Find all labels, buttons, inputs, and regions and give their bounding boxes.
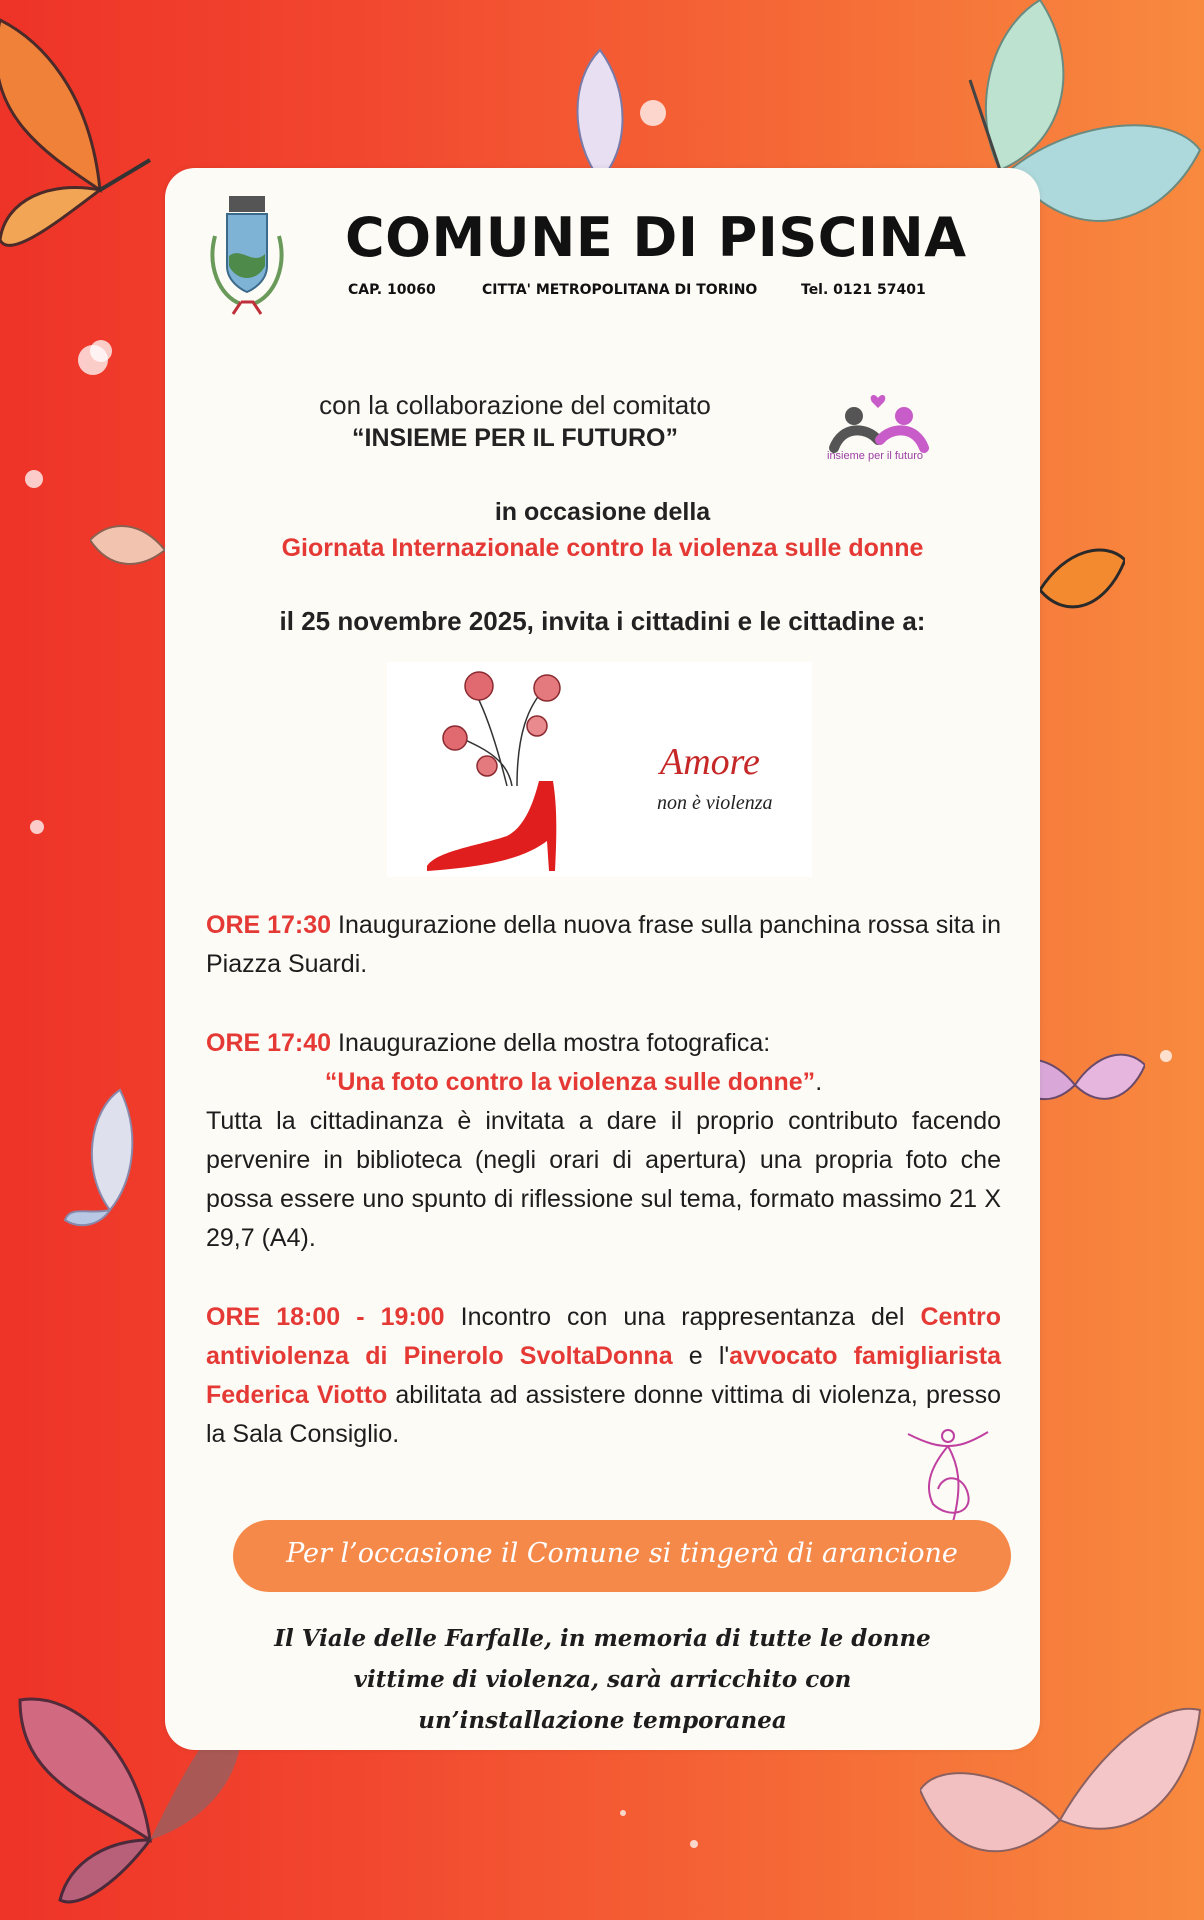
metro-city: CITTA' METROPOLITANA DI TORINO — [482, 282, 758, 298]
phone-number: Tel. 0121 57401 — [801, 282, 926, 298]
event-description: e l' — [672, 1342, 730, 1370]
artwork-box — [387, 662, 812, 877]
paint-speck — [620, 1810, 626, 1816]
red-shoe-flowers-icon — [417, 666, 587, 876]
exhibition-details: Tutta la cittadinanza è invitata a dare il proprio contributo facendo pervenire in biblioteca (negli orari di apertura) una propria foto che possa essere uno spunto di riflessione sul tema, formato massimo 21 X 29,7 (A4). — [206, 1107, 1001, 1252]
paint-speck — [25, 470, 43, 488]
closing-line: un’installazione temporanea — [418, 1707, 787, 1734]
event-description: Inaugurazione della mostra fotografica: — [331, 1029, 771, 1057]
event-time: ORE 18:00 - 19:00 — [206, 1303, 445, 1331]
committee-logo-icon — [820, 388, 940, 478]
paint-speck — [30, 820, 44, 834]
page-title: COMUNE DI PISCINA — [345, 206, 967, 269]
paint-speck — [78, 345, 108, 375]
occasion-intro: in occasione della — [494, 498, 711, 526]
artwork-subtitle: non è violenza — [657, 792, 773, 814]
closing-line: vittime di violenza, sarà arricchito con — [353, 1666, 852, 1693]
event-description: abilitata ad assistere donne vittima di violenza, presso la Sala Consiglio. — [206, 1381, 1001, 1448]
committee-name: “INSIEME PER IL FUTURO” — [352, 424, 678, 452]
event-description: Inaugurazione della nuova frase sulla panchina rossa sita in Piazza Suardi. — [206, 911, 1002, 978]
closing-line: Il Viale delle Farfalle, in memoria di tutte le donne — [274, 1625, 931, 1652]
occasion-title: Giornata Internazionale contro la violenza sulle donne — [281, 534, 924, 562]
lawyer-name: avvocato famigliarista Federica Viotto — [206, 1342, 1001, 1409]
orange-banner — [233, 1520, 1011, 1592]
municipal-crest-icon — [201, 196, 293, 316]
antiviolence-center: Centro antiviolenza di Pinerolo SvoltaDonna — [206, 1303, 1002, 1370]
committee-logo-text: insieme per il futuro — [827, 450, 923, 462]
event-1 — [206, 906, 1001, 984]
artwork-title: Amore — [660, 741, 760, 783]
dancer-logo-icon — [903, 1414, 993, 1524]
exhibition-title: “Una foto contro la violenza sulle donne” — [324, 1068, 816, 1096]
exhibition-title-end: . — [815, 1068, 823, 1096]
postal-code: CAP. 10060 — [348, 282, 436, 298]
invitation-line: il 25 novembre 2025, invita i cittadini e le cittadine a: — [279, 606, 926, 636]
event-time: ORE 17:30 — [206, 911, 332, 939]
event-time: ORE 17:40 — [206, 1029, 332, 1057]
paint-speck — [1160, 1050, 1172, 1062]
banner-text: Per l’occasione il Comune si tingerà di arancione — [286, 1538, 958, 1569]
paint-speck — [690, 1840, 698, 1848]
event-2 — [206, 1024, 1001, 1258]
collaboration-line: con la collaborazione del comitato — [319, 390, 711, 420]
event-description: Incontro con una rappresentanza del — [444, 1303, 921, 1331]
invitation-card — [165, 168, 1040, 1750]
closing-text — [165, 1618, 1040, 1741]
butterfly-icon — [60, 1080, 160, 1230]
event-3 — [206, 1298, 1001, 1454]
butterfly-icon — [0, 0, 170, 280]
